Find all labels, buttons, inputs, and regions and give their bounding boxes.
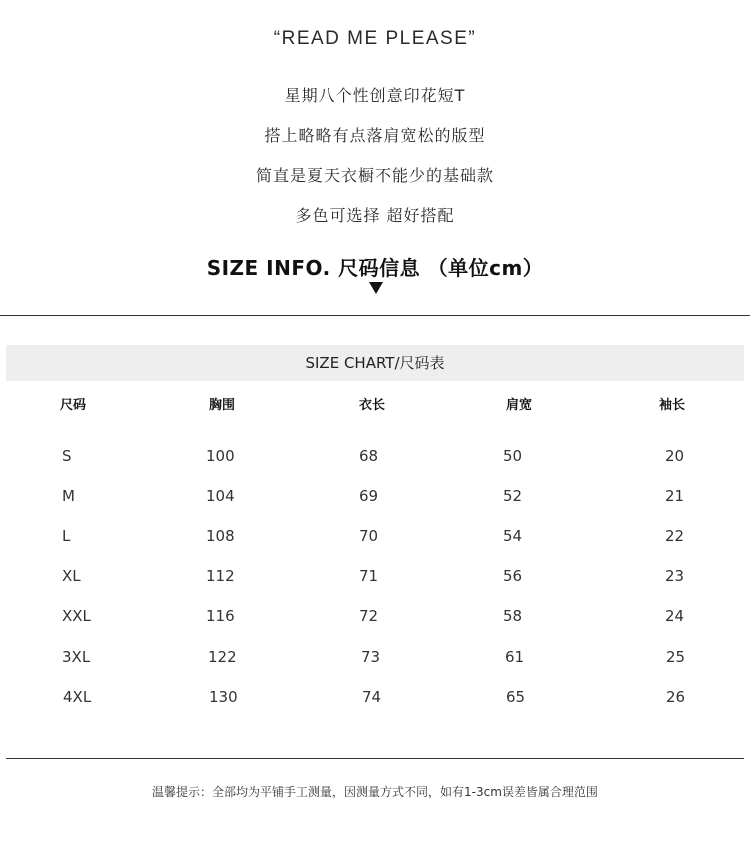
cell-size: S [62, 447, 72, 465]
cell-chest: 100 [206, 447, 235, 465]
intro-line-4: 多色可选择 超好搭配 [295, 206, 455, 225]
cell-sleeve: 20 [665, 447, 685, 465]
cell-size: 3XL [62, 648, 91, 666]
cell-chest: 130 [209, 688, 238, 706]
cell-size: M [62, 487, 75, 505]
cell-length: 71 [359, 567, 379, 585]
down-arrow-icon [369, 282, 383, 294]
size-info-title: SIZE INFO. 尺码信息 （单位cm） [206, 256, 544, 280]
cell-shoulder: 56 [503, 567, 523, 585]
cell-length: 72 [359, 607, 379, 625]
cell-chest: 122 [208, 648, 237, 666]
cell-length: 74 [362, 688, 382, 706]
cell-size: XL [62, 567, 81, 585]
cell-sleeve: 26 [666, 688, 686, 706]
cell-size: 4XL [63, 688, 92, 706]
read-me-heading: “READ ME PLEASE” [273, 28, 477, 49]
cell-shoulder: 61 [505, 648, 525, 666]
column-header-shoulder: 肩宽 [506, 398, 533, 413]
cell-shoulder: 50 [503, 447, 523, 465]
cell-sleeve: 22 [665, 527, 685, 545]
cell-shoulder: 52 [503, 487, 523, 505]
column-header-sleeve: 袖长 [659, 398, 686, 413]
cell-length: 73 [361, 648, 381, 666]
size-chart-title: SIZE CHART/尺码表 [305, 354, 445, 372]
cell-shoulder: 54 [503, 527, 523, 545]
column-header-length: 衣长 [359, 398, 386, 413]
cell-length: 70 [359, 527, 379, 545]
cell-length: 68 [359, 447, 379, 465]
cell-chest: 104 [206, 487, 235, 505]
top-divider [0, 315, 750, 316]
cell-chest: 108 [206, 527, 235, 545]
column-header-size: 尺码 [60, 398, 87, 413]
measurement-note: 温馨提示：全部均为平铺手工测量，因测量方式不同，如有1-3cm误差皆属合理范围 [152, 785, 598, 799]
bottom-divider [6, 758, 744, 759]
cell-length: 69 [359, 487, 379, 505]
cell-chest: 112 [206, 567, 235, 585]
cell-shoulder: 65 [506, 688, 526, 706]
intro-line-3: 简直是夏天衣橱不能少的基础款 [255, 166, 494, 185]
cell-sleeve: 23 [665, 567, 685, 585]
intro-line-2: 搭上略略有点落肩宽松的版型 [264, 126, 486, 145]
cell-size: L [62, 527, 71, 545]
cell-shoulder: 58 [503, 607, 523, 625]
intro-line-1: 星期八个性创意印花短T [284, 86, 466, 105]
cell-sleeve: 24 [665, 607, 685, 625]
cell-size: XXL [62, 607, 91, 625]
cell-chest: 116 [206, 607, 235, 625]
cell-sleeve: 21 [665, 487, 685, 505]
column-header-chest: 胸围 [209, 398, 236, 413]
cell-sleeve: 25 [666, 648, 686, 666]
